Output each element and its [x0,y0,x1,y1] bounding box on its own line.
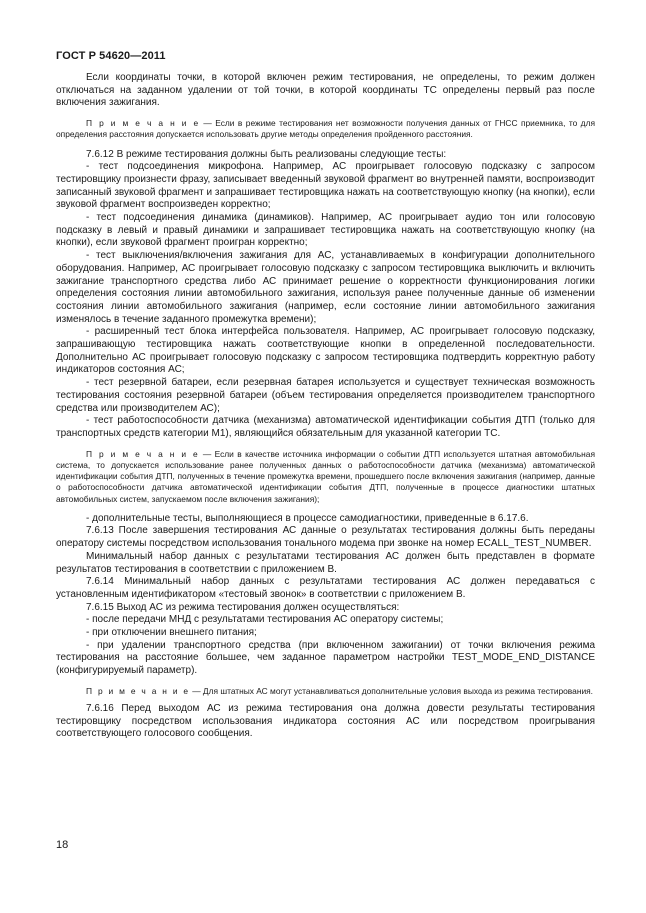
list-item: - при отключении внешнего питания; [86,627,257,639]
page-content [56,72,595,741]
note-text: — Если в качестве источника информации о событии ДТП используется штатная автомобильная система, то допускается использование ранее полученных данных о работоспособности датчика (механизма) автоматической идентификации события ДТП, полученных в течение промежутка времени, прошедшего после включения зажигания (например, данные о работоспособности датчика автоматической идентификации события ДТП, полученные в процессе диагностики штатных автомобильных систем, запускаемом после включения зажигания); [56,448,595,504]
note-paragraph [56,686,595,697]
paragraph: Если координаты точки, в которой включен режим тестирования, не определены, то режим должен отключаться на заданном удалении от той точки, в которой координаты ТС определены первый раз после включения зажигания. [56,72,595,109]
paragraph: Минимальный набор данных с результатами тестирования АС должен быть представлен в формате результатов тестирования в соответствии с приложением В. [56,550,595,575]
list-item: - тест работоспособности датчика (механизма) автоматической идентификации события ДТП (только для транспортных средств категории М1), являющийся обязательным для указанной категории ТС. [56,415,595,439]
paragraph: 7.6.14 Минимальный набор данных с результатами тестирования АС должен передаваться с установленным идентификатором «тестовый звонок» в соответствии с приложением В. [56,576,595,600]
paragraph: 7.6.12 В режиме тестирования должны быть реализованы следующие тесты: [86,148,447,160]
list-item: - тест подсоединения динамика (динамиков). Например, АС проигрывает аудио тон или голосовую подсказку в левый и правый динамики и запрашивает тестировщика нажать на соответствующую кнопку (на кнопки), если звуковой фрагмент проигран корректно; [56,212,595,249]
list-item: - дополнительные тесты, выполняющиеся в процессе самодиагностики, приведенные в 6.17.6. [86,512,529,524]
page-number: 18 [56,839,69,851]
note-text: — Для штатных АС могут устанавливаться дополнительные условия выхода из режима тестирования. [189,685,593,696]
standard-code-header: ГОСТ Р 54620—2011 [56,50,166,62]
note-paragraph [56,449,595,505]
list-item: - расширенный тест блока интерфейса пользователя. Например, АС проигрывает голосовую подсказку, запрашивающую тестировщика нажать соответствующие кнопки в определенной последовательности. Дополнительно АС проигрывает голосовую подсказку с запросом тестировщика подтвердить корректную работу индикаторов состояния АС; [56,326,595,376]
note-label: П р и м е ч а н и е [86,448,200,459]
paragraph: 7.6.15 Выход АС из режима тестирования должен осуществляться: [86,601,400,613]
list-item: - тест подсоединения микрофона. Например, АС проигрывает голосовую подсказку с запросом тестировщику произнести фразу, записывает введенный звуковой фрагмент во внутренней памяти, воспроизводит записанный звуковой фрагмент и запрашивает тестировщика нажать на соответствующую кнопку (на кнопки), если звуковой фрагмент воспроизведен корректно; [56,161,595,211]
note-paragraph [56,118,595,140]
list-item: - тест резервной батареи, если резервная батарея используется и существует техническая возможность тестирования состояния резервной батареи (объем тестирования определяется производителем транспортного средства или производителем АС); [56,377,595,414]
paragraph: 7.6.16 Перед выходом АС из режима тестирования она должна довести результаты тестирования тестировщику посредством использования индикатора состояния АС или посредством проигрывания соответствующего голосового сообщения. [56,703,595,740]
note-text: — Если в режиме тестирования нет возможности получения данных от ГНСС приемника, то для определения расстояния допускается использовать другие методы определения пройденного расстояния. [56,118,595,140]
paragraph: 7.6.13 После завершения тестирования АС данные о результатах тестирования должны быть переданы оператору системы посредством использования тонального модема при звонке на номер ECALL_TEST_NUMBER. [56,525,595,550]
list-item: - при удалении транспортного средства (при включенном зажигании) от точки включения режима тестирования на расстояние большее, чем заданное параметром настройки TEST_MODE_END_DISTANCE (конфигурируемый параметр). [56,639,595,677]
note-label: П р и м е ч а н и е [86,685,190,696]
note-label: П р и м е ч а н и е [86,118,200,129]
list-item: - тест выключения/включения зажигания для АС, устанавливаемых в конфигурации дополнительного оборудования. Например, АС проигрывает голосовую подсказку с запросом тестировщика выключить и включить зажигание транспортного средства либо АС принимает решение о корректности функционирования логики определения состояния линии автомобильного зажигания, используя ранее полученные данные об изменении состояния линии автомобильного зажигания (например, если состояние линии автомобильного зажигания изменялось в течение заданного промежутка времени); [56,250,595,325]
list-item: - после передачи МНД с результатами тестирования АС оператору системы; [86,614,444,626]
